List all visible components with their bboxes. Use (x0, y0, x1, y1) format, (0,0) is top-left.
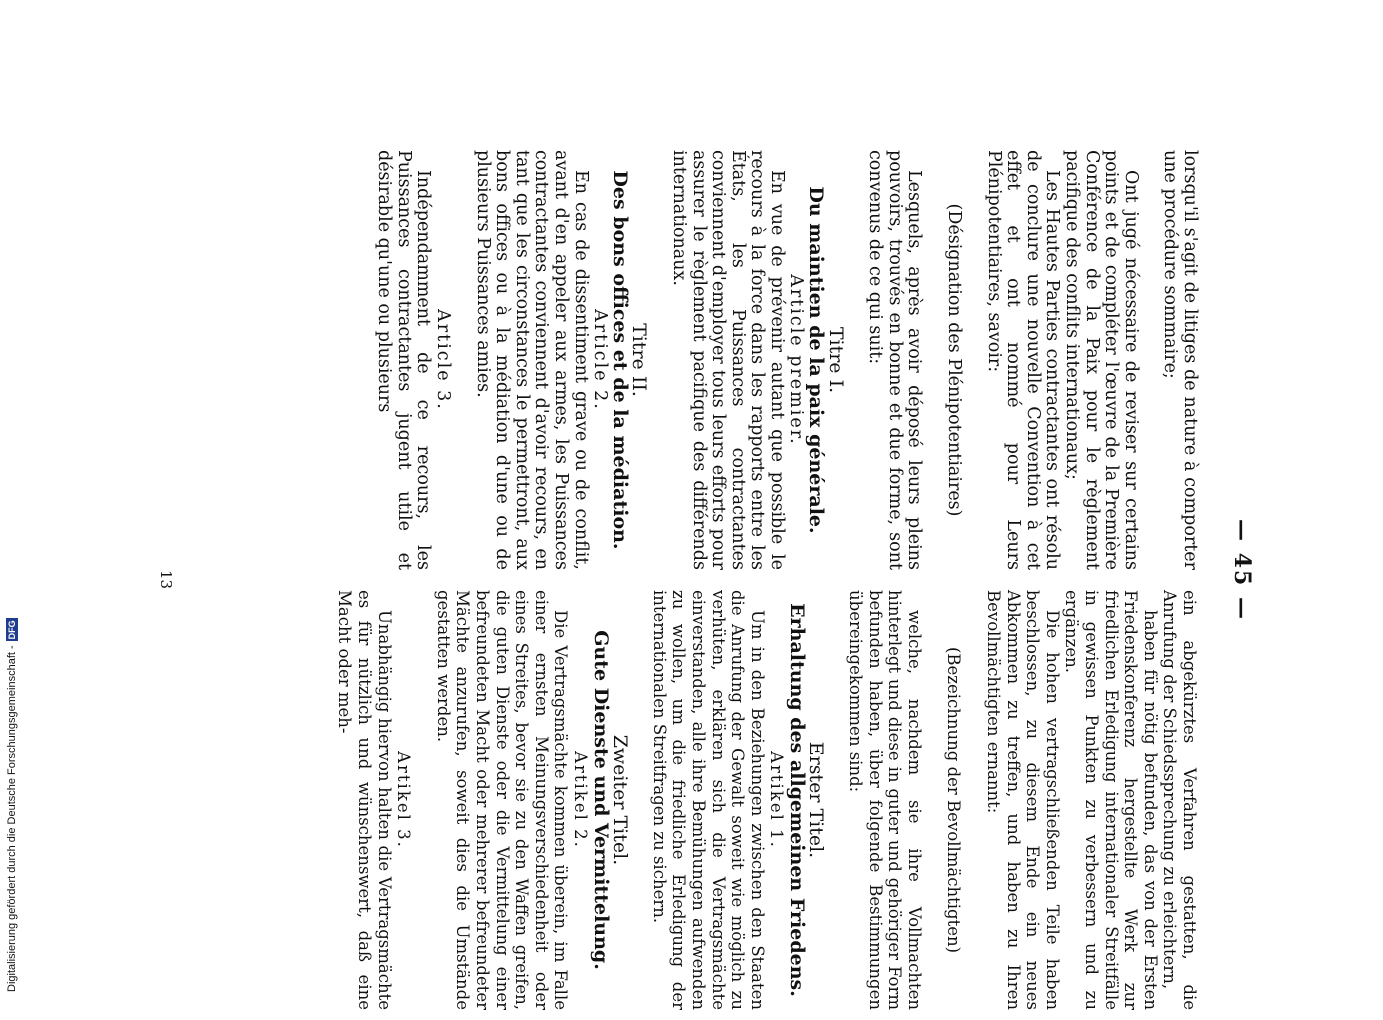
fr-paragraph-3: Les Hautes Parties contractantes ont résolu de conclure une nouvelle Convention à cet effet et ont nommé pour Leurs Plénipotentiaires, savoir: (983, 150, 1063, 570)
de-titel-2-name: Gute Dienste und Vermittelung. (589, 630, 612, 970)
de-titel-1-name: Erhaltung des allgemeinen Friedens. (785, 603, 808, 997)
de-paragraph-1: ein abgekürztes Verfahren gestatten, die Anrufung der Schiedssprechung zu erleichtern, (1160, 590, 1199, 1010)
dfg-logo: DFG (7, 620, 17, 640)
de-artikel-1-heading: Artikel 1. (767, 751, 787, 849)
de-artikel-1-text: Um in den Beziehungen zwischen den Staaten die Anrufung der Gewalt soweit wie möglich zu verhüten, erklären sich die Vertragsmächte einverstanden, alle ihre Bemühungen aufwenden zu wollen, um die friedliche Erledigung der internationalen Streitfragen zu sichern. (649, 590, 767, 1010)
german-column (335, 590, 1199, 1010)
document-page (125, 120, 1255, 1020)
de-designation: (Bezeichnung der Bevollmächtigten) (944, 646, 964, 954)
fr-titre-2-name: Des bons offices et de la médiation. (608, 170, 631, 550)
fr-paragraph-4: Lesquels, après avoir déposé leurs pleins pouvoirs, trouvés en bonne et due forme, sont convenus de ce qui suit: (865, 150, 925, 570)
fr-article-3-heading: Article 3. (433, 309, 453, 411)
fr-paragraph-1: lorsqu'il s'agit de litiges de nature à comporter une procédure sommaire; (1160, 150, 1200, 570)
fr-article-2-heading: Article 2. (590, 309, 611, 411)
de-paragraph-3: Die hohen vertragschließenden Teile haben beschlossen, zu diesem Ende ein neues Abkommen zu treffen, und haben zu Ihren Bevollmächtigten ernannt: (984, 590, 1062, 1010)
fr-article-1-heading: Article premier. (786, 274, 807, 446)
fr-article-2-text: En cas de dissentiment grave ou de conflit, avant d'en appeler aux armes, les Puissances contractantes conviennent d'avoir recours, en tant que les circonstances le permettront, aux bons offices ou à la médiation d'une ou de plusieurs Puissances amies. (472, 150, 591, 570)
fr-designation: (Désignation des Plénipotentiaires) (944, 203, 965, 517)
de-artikel-3-text: Unabhängig hiervon halten die Vertragsmächte es für nützlich und wünschenswert, daß eine Macht oder meh- (335, 590, 394, 1010)
page-footer-number: 13 (157, 570, 175, 590)
digitization-credit (6, 618, 18, 992)
french-column (374, 150, 1199, 570)
credit-text: Digitalisierung gefördert durch die Deutsche Forschungsgemeinschaft - (6, 645, 18, 992)
de-paragraph-4: welche, nachdem sie ihre Vollmachten hinterlegt und diese in guter und gehöriger Form befunden haben, über folgende Bestimmungen übereingekommen sind: (846, 590, 924, 1010)
page-header: — 45 — (1229, 519, 1255, 621)
de-artikel-3-heading: Artikel 3. (394, 751, 414, 849)
fr-article-1-text: En vue de prévenir autant que possible le recours à la force dans les rapports entre les États, les Puissances contractantes conviennent d'employer tous leurs efforts pour assurer le règlement pacifique des différends internationaux. (668, 150, 787, 570)
fr-titre-2: Titre II. (628, 323, 651, 397)
de-titel-2: Zweiter Titel. (609, 734, 632, 866)
fr-titre-1: Titre I. (824, 326, 847, 394)
de-titel-1: Erster Titel. (805, 741, 828, 859)
fr-paragraph-2: Ont jugé nécessaire de reviser sur certains points et de compléter l'œuvre de la Première Conférence de la Paix pour le règlement pacifique des conflits internationaux; (1062, 150, 1141, 570)
de-artikel-2-heading: Artikel 2. (570, 751, 590, 849)
de-artikel-2-text: Die Vertragsmächte kommen überein, im Falle einer ernsten Meinungsverschiedenheit oder eines Streites, bevor sie zu den Waffen greifen, die guten Dienste oder die Vermittelung einer befreundeten Macht oder mehrerer befreundeter Mächte anzurufen, soweit dies die Umstände gestatten werden. (433, 590, 571, 1010)
fr-titre-1-name: Du maintien de la paix générale. (805, 186, 828, 534)
fr-article-3-text: Indépendamment de ce recours, les Puissances contractantes jugent utile et désirable qu'une ou plusieurs (374, 150, 434, 570)
de-paragraph-2: haben für nötig befunden, das von der Ersten Friedenskonferenz hergestellte Werk zur friedlichen Erledigung internationaler Streitfälle in gewissen Punkten zu verbessern und zu ergänzen. (1062, 590, 1160, 1010)
